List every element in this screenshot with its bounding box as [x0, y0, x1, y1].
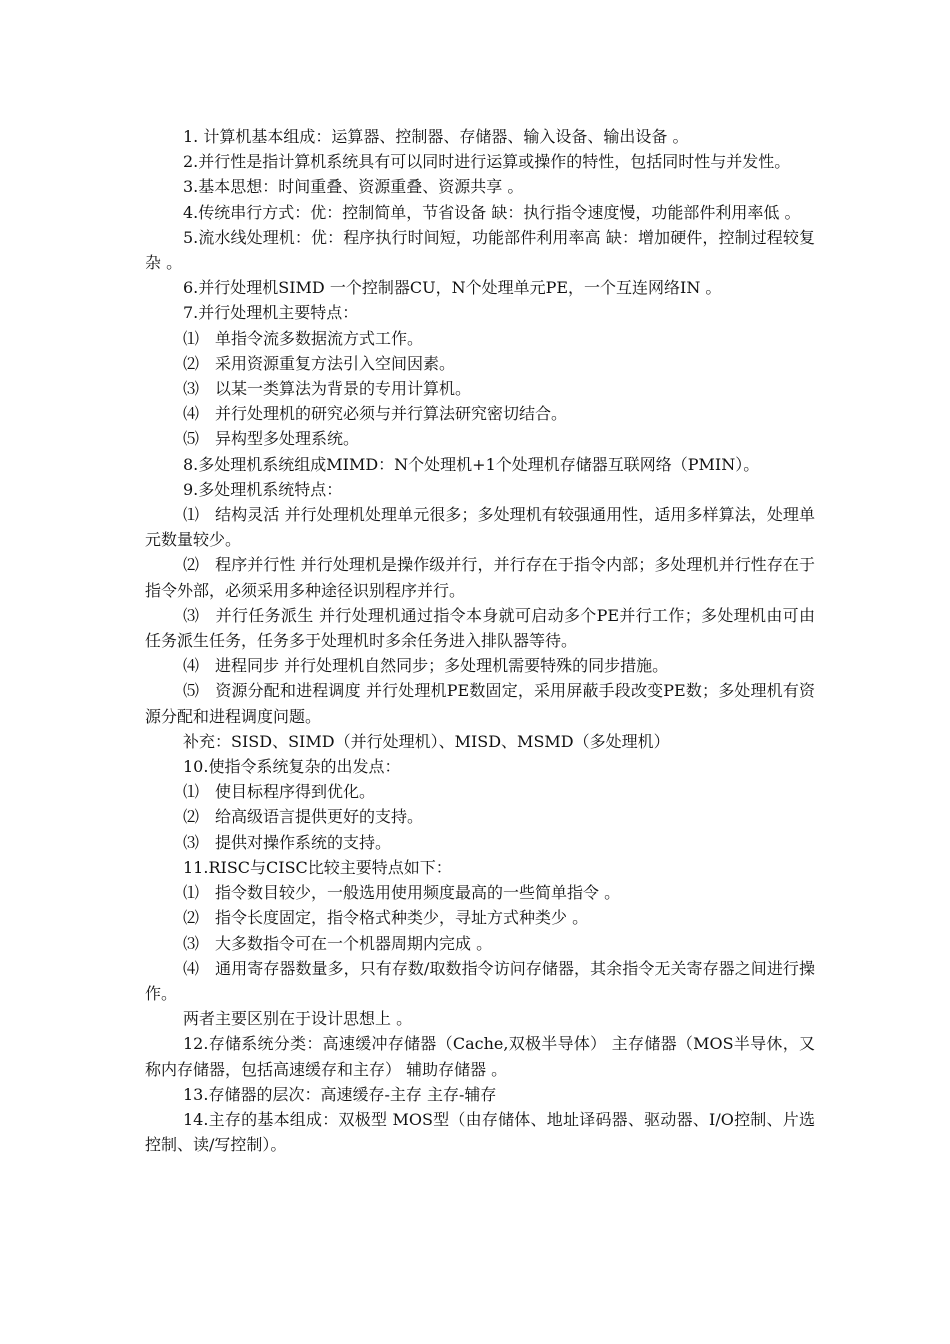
paragraph-12: 12.存储系统分类：高速缓冲存储器（Cache,双极半导体） 主存储器（MOS半导休，又称内存储器，包括高速缓存和主存） 辅助存储器 。	[145, 1034, 815, 1079]
list-item: ⑷ 并行处理机的研究必须与并行算法研究密切结合。	[183, 404, 568, 424]
list-item: ⑵ 采用资源重复方法引入空间因素。	[183, 353, 456, 373]
list-item: ⑵ 程序并行性 并行处理机是操作级并行，并行存在于指令内部；多处理机并行性存在于指令外部，必须采用多种途径识别程序并行。	[145, 555, 815, 600]
paragraph-11: 11.RISC与CISC比较主要特点如下：	[183, 857, 452, 877]
paragraph-4: 4.传统串行方式：优：控制简单，节省设备 缺：执行指令速度慢，功能部件利用率低 。	[183, 202, 801, 222]
paragraph-2: 2.并行性是指计算机系统具有可以同时进行运算或操作的特性，包括同时性与并发性。	[183, 152, 791, 172]
summary-note: 两者主要区别在于设计思想上 。	[183, 1009, 413, 1029]
paragraph-6: 6.并行处理机SIMD 一个控制器CU，N个处理单元PE，一个互连网络IN 。	[183, 278, 722, 298]
paragraph-10: 10.使指令系统复杂的出发点：	[183, 757, 401, 777]
list-item: ⑵ 给高级语言提供更好的支持。	[183, 807, 424, 827]
list-item: ⑶ 并行任务派生 并行处理机通过指令本身就可启动多个PE并行工作；多处理机由可由任务派生任务，任务多于处理机时多余任务进入排队器等待。	[145, 605, 815, 651]
paragraph-7: 7.并行处理机主要特点：	[183, 303, 359, 323]
supplement-note: 补充：SISD、SIMD（并行处理机）、MISD、MSMD（多处理机）	[183, 731, 670, 751]
paragraph-5: 5.流水线处理机：优：程序执行时间短，功能部件利用率高 缺：增加硬件，控制过程较复杂 。	[145, 227, 815, 273]
list-item: ⑶ 提供对操作系统的支持。	[183, 832, 392, 852]
paragraph-3: 3.基本思想：时间重叠、资源重叠、资源共享 。	[183, 177, 524, 197]
list-item: ⑸ 异构型多处理系统。	[183, 429, 360, 449]
list-item: ⑴ 指令数目较少，一般选用使用频度最高的一些简单指令 。	[183, 883, 621, 903]
list-item: ⑴ 使目标程序得到优化。	[183, 782, 376, 802]
list-item: ⑷ 进程同步 并行处理机自然同步；多处理机需要特殊的同步措施。	[183, 656, 669, 676]
list-item: ⑵ 指令长度固定，指令格式种类少，寻址方式种类少 。	[183, 908, 589, 928]
list-item: ⑸ 资源分配和进程调度 并行处理机PE数固定，采用屏蔽手段改变PE数；多处理机有资源分配和进程调度问题。	[145, 681, 815, 726]
list-item: ⑷ 通用寄存器数量多，只有存数/取数指令访问存储器，其余指令无关寄存器之间进行操作。	[145, 958, 815, 1003]
paragraph-1: 1. 计算机基本组成：运算器、控制器、存储器、输入设备、输出设备 。	[183, 127, 689, 146]
list-item: ⑴ 结构灵活 并行处理机处理单元很多；多处理机有较强通用性，适用多样算法，处理单元数量较少。	[145, 505, 815, 550]
paragraph-13: 13.存储器的层次：高速缓存-主存 主存-辅存	[183, 1084, 497, 1104]
list-item: ⑴ 单指令流多数据流方式工作。	[183, 328, 424, 348]
paragraph-14: 14.主存的基本组成：双极型 MOS型（由存储体、地址译码器、驱动器、I/O控制、片选控制、读/写控制）。	[145, 1109, 815, 1155]
list-item: ⑶ 大多数指令可在一个机器周期内完成 。	[183, 933, 493, 953]
list-item: ⑶ 以某一类算法为背景的专用计算机。	[183, 379, 472, 399]
paragraph-8: 8.多处理机系统组成MIMD：N个处理机+1个处理机存储器互联网络（PMIN）。	[183, 454, 760, 474]
document-body	[145, 124, 815, 1157]
paragraph-9: 9.多处理机系统特点：	[183, 479, 343, 499]
